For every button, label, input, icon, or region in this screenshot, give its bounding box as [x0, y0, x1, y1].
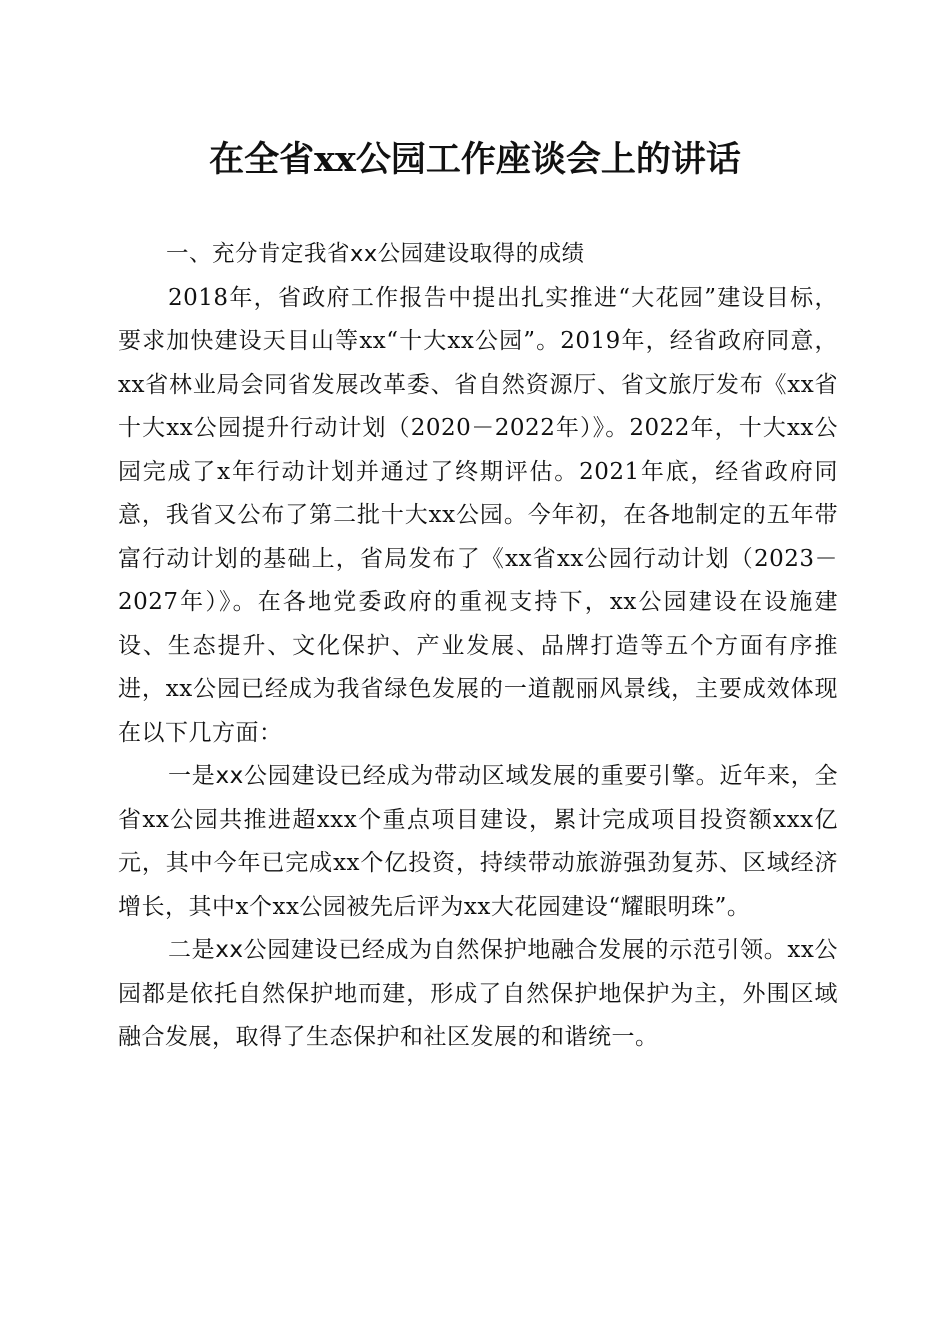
- document-body: [118, 233, 838, 1060]
- intro-paragraph: 2018年，省政府工作报告中提出扎实推进“大花园”建设目标，要求加快建设天目山等xx“十大xx公园”。2019年，经省政府同意，xx省林业局会同省发展改革委、省自然资源厅、省文旅厅发布《xx省十大xx公园提升行动计划（2020－2022年）》。2022年，十大xx公园完成了x年行动计划并通过了终期评估。2021年底，经省政府同意，我省又公布了第二批十大xx公园。今年初，在各地制定的五年带富行动计划的基础上，省局发布了《xx省xx公园行动计划（2023－2027年）》。在各地党委政府的重视支持下，xx公园建设在设施建设、生态提升、文化保护、产业发展、品牌打造等五个方面有序推进，xx公园已经成为我省绿色发展的一道靓丽风景线，主要成效体现在以下几方面：: [118, 284, 838, 746]
- section-heading: 一、充分肯定我省xx公园建设取得的成绩: [166, 241, 585, 267]
- point-lead-2: 二是xx公园建设已经成为自然保护地融合发展的示范引领。: [168, 937, 788, 963]
- point-body-2: xx公园都是依托自然保护地而建，形成了自然保护地保护为主，外围区域融合发展，取得了生态保护和社区发展的和谐统一。: [118, 937, 838, 1050]
- point-paragraph-2: [118, 929, 838, 1060]
- document-title: 在全省xx公园工作座谈会上的讲话: [209, 139, 741, 180]
- point-paragraph-1: [118, 755, 838, 929]
- point-lead-1: 一是xx公园建设已经成为带动区域发展的重要引擎。: [168, 763, 720, 789]
- point-body-1: 近年来，全省xx公园共推进超xxx个重点项目建设，累计完成项目投资额xxx亿元，其中今年已完成xx个亿投资，持续带动旅游强劲复苏、区域经济增长，其中x个xx公园被先后评为xx大花园建设“耀眼明珠”。: [118, 763, 838, 920]
